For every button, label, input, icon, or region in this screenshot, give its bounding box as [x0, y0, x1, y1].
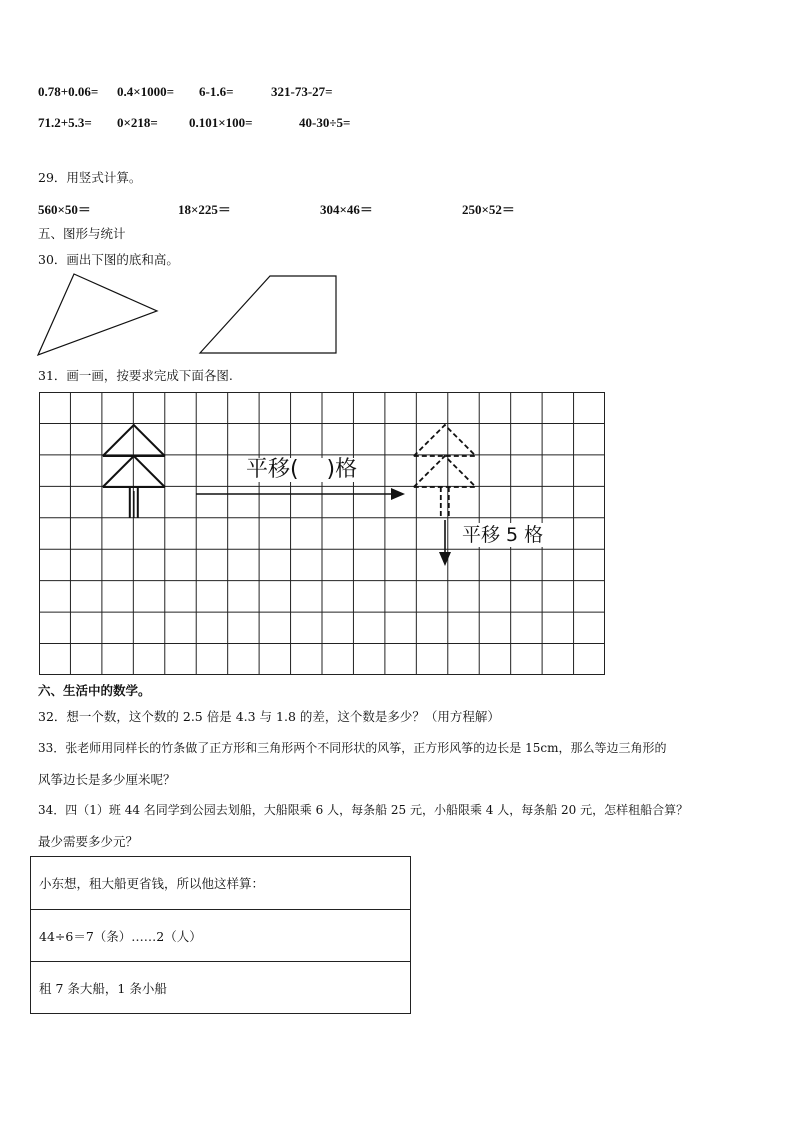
q34-line-1: 34．四（1）班 44 名同学到公园去划船，大船限乘 6 人，每条船 25 元，小船限乘 4 人，每条船 20 元，怎样租船合算？ [38, 803, 689, 817]
solution-table [30, 856, 411, 1014]
section-6-heading: 六、生活中的数学。 [38, 683, 151, 698]
calc-2-2: 0×218= [117, 115, 158, 130]
trapezoid-shape [200, 276, 336, 353]
triangle-shape [38, 274, 157, 355]
translate-horizontal-label: 平移( )格 [243, 458, 360, 482]
table-row [31, 857, 410, 909]
calc-2-3: 0.101×100= [189, 115, 253, 130]
calc-1-3: 6-1.6= [199, 84, 234, 99]
table-row-text: 小东想，租大船更省钱，所以他这样算： [39, 876, 265, 891]
table-row [31, 909, 410, 961]
q34-line-2: 最少需要多少元？ [38, 834, 139, 849]
q33-line-2: 风筝边长是多少厘米呢？ [38, 772, 176, 787]
q29-item-2: 18×225＝ [178, 202, 231, 217]
q30-shapes [30, 270, 350, 360]
q29-title: 29．用竖式计算。 [38, 170, 142, 185]
section-5-heading: 五、图形与统计 [38, 226, 126, 241]
table-row-text: 44÷6＝7（条）……2（人） [39, 928, 202, 944]
calc-1-1: 0.78+0.06= [38, 84, 99, 99]
table-row-text: 租 7 条大船，1 条小船 [39, 980, 167, 996]
arrow-down-icon [439, 520, 451, 566]
q31-title: 31．画一画，按要求完成下面各图. [38, 368, 233, 383]
tree-translated [414, 425, 476, 518]
q29-item-3: 304×46＝ [320, 202, 373, 217]
table-row [31, 961, 410, 1013]
calc-1-4: 321-73-27= [271, 84, 333, 99]
q29-item-4: 250×52＝ [462, 202, 515, 217]
calc-2-1: 71.2+5.3= [38, 115, 92, 130]
translation-grid [39, 392, 605, 675]
translate-vertical-label: 平移 5 格 [459, 523, 546, 547]
q33-line-1: 33．张老师用同样长的竹条做了正方形和三角形两个不同形状的风筝，正方形风筝的边长是 15cm，那么等边三角形的 [38, 741, 667, 755]
q32-text: 32．想一个数，这个数的 2.5 倍是 4.3 与 1.8 的差，这个数是多少？（用方程解） [38, 709, 500, 724]
calc-1-2: 0.4×1000= [117, 84, 175, 99]
q29-item-1: 560×50＝ [38, 202, 91, 217]
q30-title: 30．画出下图的底和高。 [38, 252, 179, 267]
calc-2-4: 40-30÷5= [299, 115, 351, 130]
